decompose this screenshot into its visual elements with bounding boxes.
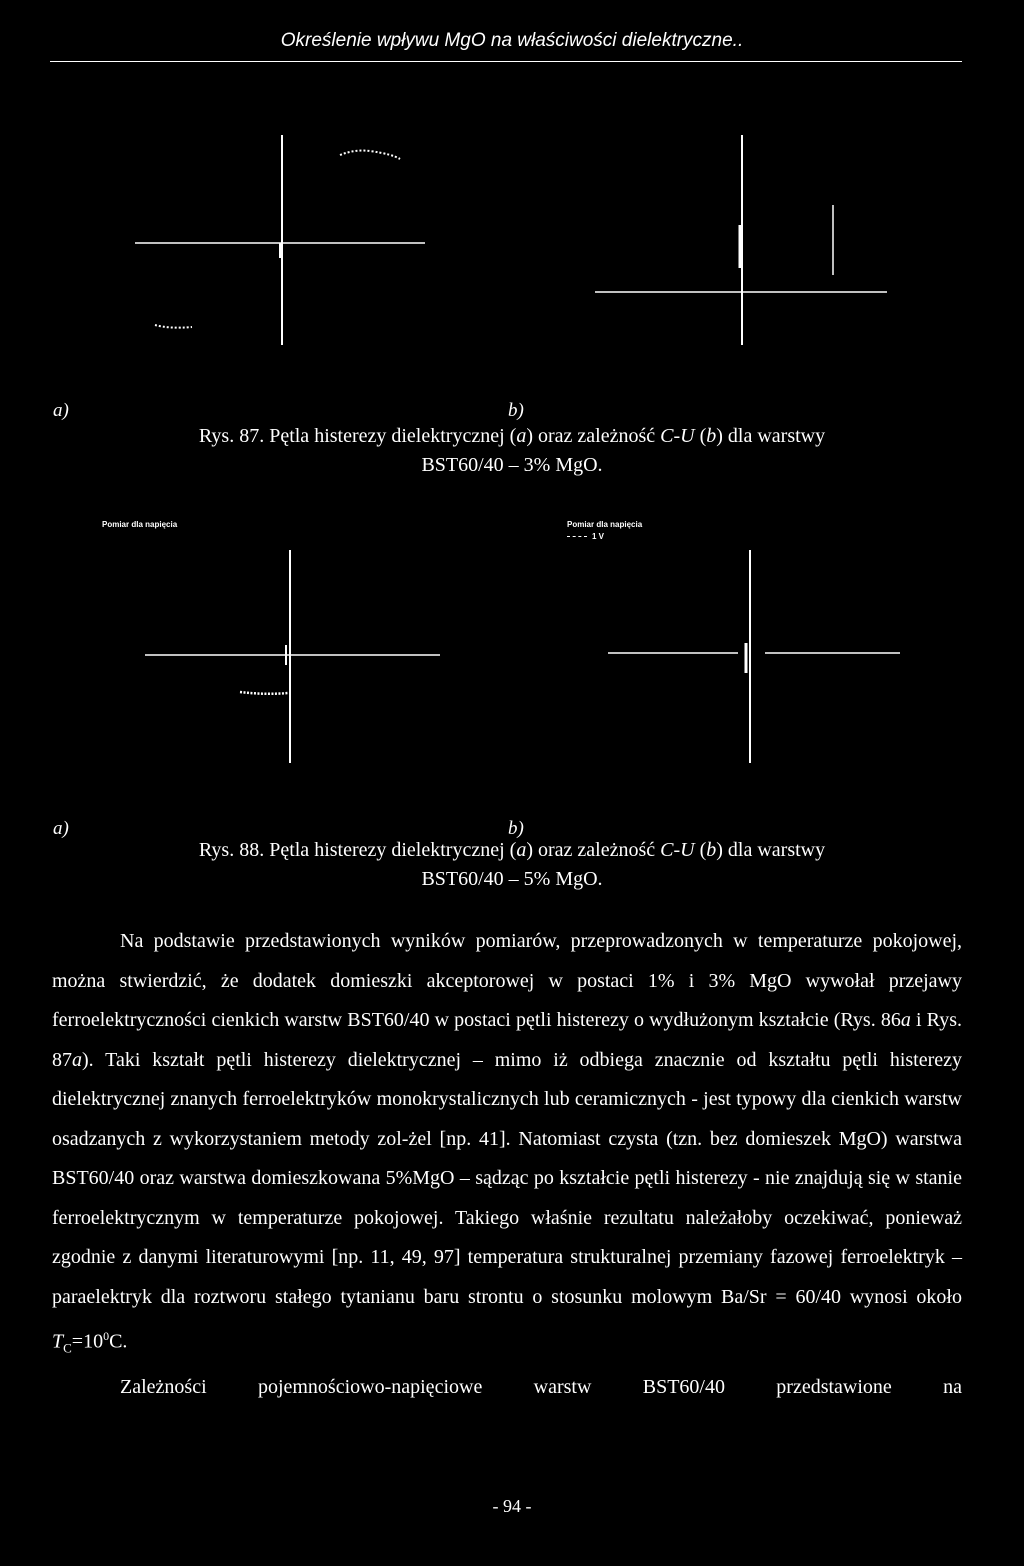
header-rule bbox=[50, 61, 962, 62]
fig88a-plot-title: Pomiar dla napięcia bbox=[102, 520, 178, 529]
fig87-label-b: b) bbox=[508, 400, 524, 421]
fig88b-legend-swatch bbox=[567, 536, 587, 537]
fig87-plot-a bbox=[130, 130, 430, 345]
fig87-caption-line1: Rys. 87. Pętla histerezy dielektrycznej (a) oraz zależność C-U (b) dla warstwy bbox=[198, 425, 826, 447]
fig88-label-a: a) bbox=[53, 818, 69, 839]
fig88-plot-a bbox=[140, 545, 450, 765]
fig88-caption-line2: BST60/40 – 5% MgO. bbox=[421, 868, 603, 890]
page-number: - 94 - bbox=[492, 1496, 532, 1516]
fig88a-loop-lower bbox=[240, 692, 288, 694]
body-text bbox=[52, 922, 962, 1408]
fig87a-loop-lower bbox=[155, 325, 192, 328]
fig87-caption bbox=[60, 422, 964, 480]
fig88b-legend: 1 V bbox=[567, 532, 604, 541]
fig87-label-a: a) bbox=[53, 400, 69, 421]
fig87-plot-b bbox=[590, 130, 890, 345]
fig88-plot-b bbox=[600, 545, 905, 765]
fig88-label-b: b) bbox=[508, 818, 524, 839]
running-header: Określenie wpływu MgO na właściwości dielektryczne.. bbox=[280, 30, 744, 51]
fig87a-loop-upper bbox=[340, 151, 400, 160]
paragraph-2: Zależności pojemnościowo-napięciowe warstw BST60/40 przedstawione na bbox=[120, 1376, 962, 1399]
fig88-caption-line1: Rys. 88. Pętla histerezy dielektrycznej (a) oraz zależność C-U (b) dla warstwy bbox=[198, 839, 826, 861]
fig88b-plot-title: Pomiar dla napięcia bbox=[567, 520, 643, 529]
paragraph-1: Na podstawie przedstawionych wyników pomiarów, przeprowadzonych w temperaturze pokojowej, można stwierdzić, że dodatek domieszki akceptorowej w postaci 1% i 3% MgO wywołał przejawy ferroelektryczności cienkich warstw BST60/40 w postaci pętli histerezy o wydłużonym kształcie (Rys. 86a i Rys. 87a). Taki kształt pętli histerezy dielektrycznej – mimo iż odbiega znacznie od kształtu pętli histerezy dielektrycznej znanych ferroelektryków monokrystalicznych lub ceramicznych - jest typowy dla cienkich warstw osadzanych z wykorzystaniem metody zol-żel [np. 41]. Natomiast czysta (tzn. bez domieszek MgO) warstwa BST60/40 oraz warstwa domieszkowana 5%MgO – sądząc po kształcie pętli histerezy - nie znajdują się w stanie ferroelektrycznym w temperaturze pokojowej. Takiego właśnie rezultatu należałoby oczekiwać, ponieważ zgodnie z danymi literaturowymi [np. 11, 49, 97] temperatura strukturalnej przemiany fazowej ferroelektryk – paraelektryk dla roztworu stałego tytanianu baru strontu o stosunku molowym Ba/Sr = 60/40 wynosi około $T_C=10^0C$. bbox=[52, 930, 962, 1356]
fig88-caption bbox=[60, 836, 964, 894]
fig87-caption-line2: BST60/40 – 3% MgO. bbox=[421, 454, 603, 476]
